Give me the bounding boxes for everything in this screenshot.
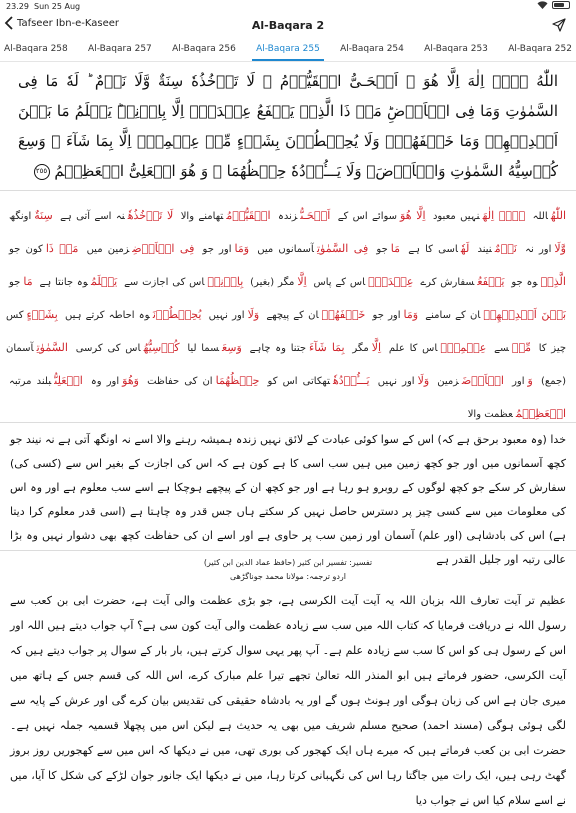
word-arabic: الۡعَلِىُّ	[54, 374, 83, 387]
word-urdu: نہ اسے آتی ہے	[60, 211, 125, 222]
word-pair	[184, 343, 241, 354]
section-divider	[0, 550, 576, 551]
word-urdu: ان کے سامنے	[425, 310, 481, 321]
word-arabic: اَلۡحَـىُّ	[300, 209, 331, 222]
tafsir-header	[0, 556, 576, 584]
word-arabic: عِلۡمِهٖۤ	[440, 341, 487, 354]
word-arabic: وَلَا	[247, 308, 260, 321]
word-arabic: مَنۡ ذَا	[45, 242, 79, 255]
word-urdu: مگر	[352, 343, 369, 354]
word-pair	[386, 343, 486, 354]
word-urdu: اور جو	[372, 310, 401, 321]
word-arabic: يُحِيۡطُوۡنَ	[152, 308, 202, 321]
word-pair	[349, 343, 381, 354]
word-arabic: الَّذِىۡ	[540, 275, 566, 288]
word-urdu: زمین میں	[86, 244, 130, 255]
word-urdu: زمین	[437, 376, 459, 387]
share-icon[interactable]	[552, 18, 566, 32]
tab-al-baqara-257[interactable]: Al-Baqara 257	[88, 44, 152, 54]
word-urdu: ان کے پیچھے	[266, 310, 319, 321]
ayah-number-marker: ٢٥٥	[34, 164, 50, 180]
word-urdu: ان کی حفاظت	[147, 376, 213, 387]
word-pair	[206, 310, 260, 321]
word-arabic: يَشۡفَعُ	[477, 275, 505, 288]
word-pair	[508, 277, 566, 288]
word-urdu: تھکاتی اس کو	[267, 376, 330, 387]
word-pair	[311, 277, 414, 288]
word-arabic: عِنۡدَهٗۤ	[368, 275, 414, 288]
status-time-date	[6, 2, 80, 11]
word-pair	[254, 244, 368, 255]
word-arabic: حِفۡظُهُمَا	[215, 374, 260, 387]
word-arabic: السَّمٰوٰتِ	[36, 341, 68, 354]
word-pair	[405, 244, 469, 255]
back-button-label: Tafseer Ibn-e-Kaseer	[17, 17, 120, 29]
tab-al-baqara-258[interactable]: Al-Baqara 258	[4, 44, 68, 54]
word-urdu: بلند مرتبہ	[9, 376, 52, 387]
word-pair	[88, 376, 139, 387]
word-urdu: وہ جانتا ہے	[39, 277, 88, 288]
word-arabic: مَا	[390, 242, 401, 255]
word-arabic: وَهُوَ	[122, 374, 139, 387]
word-urdu: اس کے پاس	[313, 277, 366, 288]
word-arabic: نَوۡمٌ	[494, 242, 517, 255]
word-pair	[275, 211, 330, 222]
word-pair	[465, 409, 566, 420]
word-arabic: وَ	[527, 374, 533, 387]
word-pair	[263, 310, 365, 321]
word-arabic: بَيۡنَ اَيۡدِيۡهِمۡ	[483, 308, 567, 321]
word-urdu: اور جو	[202, 244, 232, 255]
word-pair	[57, 211, 173, 222]
word-urdu: جو	[376, 244, 388, 255]
word-urdu: عظمت والا	[467, 409, 513, 420]
urdu-translation: خدا (وہ معبود برحق ہے کہ) اس کے سوا کوئی عبادت کے لائق نہیں زندہ ہمیشہ رہنے والا اسے نہ اونگھ آتی ہے نہ نیند جو کچھ آسمانوں میں اور جو کچھ زمین میں ہیں سب اسی کا ہے کون ہے کہ اس کی اجازت کے بغیر اس سے (کسی کی) سفارش کر سکے جو کچھ لوگوں کے روبرو ہو رہا ہے اور جو کچھ ان کے پیچھے ہوچکا ہے اسے سب معلوم ہے اور وہ اس کی معلومات میں سے کسی چیز پر دسترس حاصل نہیں کر سکتے ہاں جس قدر وہ چاہتا ہے (اسی قدر معلوم کرا دیتا ہے) اس کی بادشاہی (اور علم) آسمان اور زمین سب پر حاوی ہے اور اسے ان کی حفاظت کچھ بھی دشوار نہیں وہ بڑا عالی رتبہ اور جلیل القدر ہے	[10, 433, 566, 566]
word-urdu: وہ جو	[511, 277, 538, 288]
word-arabic: لَاۤ اِلٰهَ	[482, 209, 526, 222]
word-pair	[84, 244, 195, 255]
word-arabic: لَهٗ	[460, 242, 470, 255]
battery-level	[554, 3, 564, 7]
word-arabic: كُرۡسِيُّهُ	[143, 341, 180, 354]
word-pair	[73, 343, 180, 354]
word-arabic: يَعۡلَمُ	[90, 275, 118, 288]
word-urdu: آسمان (جمع)	[6, 343, 567, 387]
ayah-tabs	[0, 40, 576, 62]
tab-al-baqara-256[interactable]: Al-Baqara 256	[172, 44, 236, 54]
word-by-word-translation	[6, 200, 566, 431]
tab-al-baqara-255[interactable]: Al-Baqara 255	[252, 40, 324, 61]
word-pair	[6, 376, 83, 387]
word-urdu: اس کا علم	[388, 343, 438, 354]
tafsir-body: عظیم تر آیت تعارف اللہ بزبان اللہ یہ آیت آیت الکرسی ہے، جو بڑی عظمت والی آیت ہے، حضرت ابی بن کعب سے رسول اللہ نے دریافت فرمایا کہ کتاب اللہ میں سب سے زیادہ عظمت والی آیت کون سی ہے؟ آپ جواب دیتے ہیں اللہ اور اس کے رسول ہی کو اس کا سب سے زیادہ علم ہے۔ آپ پھر یہی سوال کرتے ہیں، بار بار کے سوال پر جواب دیتے ہیں کہ آیت الکرسی، حضور فرماتے ہیں ابو المنذر اللہ تعالیٰ تجھے تیرا علم مبارک کرے، اس اللہ کی قسم جس کے ہاتھ میں میری جان ہے اس کی زبان ہوگی اور ہونٹ ہوں گے اور یہ بادشاہ حقیقی کی تقدیس بیان کرے گی اور عرش کے پایہ سے لگی ہوئی ہوگی (مسند احمد) صحیح مسلم شریف میں بھی یہ حدیث ہے لیکن اس میں پچھلا قسمیہ جملہ نہیں ہے۔ حضرت ابی بن کعب فرماتے ہیں کہ میرے ہاں ایک کھجور کی بوری تھی، میں نے دیکھا کہ اس میں سے کھجوریں روز بروز گھٹ رہی ہیں، ایک رات میں جاگتا رہا اس کی نگہبانی کرتا رہا، میں نے دیکھا ایک جانور جوان لڑکے کی شکل کا آیا، میں نے اسے سلام کیا اس نے جواب دیا	[10, 594, 566, 807]
word-arabic: بِاِذۡنِهٖ	[207, 275, 244, 288]
word-pair	[522, 244, 566, 255]
word-pair	[178, 211, 271, 222]
wifi-icon	[537, 1, 548, 9]
word-pair	[6, 244, 78, 255]
word-urdu: وہ احاطہ کرتے ہیں	[64, 310, 150, 321]
word-arabic: خَلۡفَهُمۡ	[321, 308, 366, 321]
word-urdu: مگر (بغیر)	[250, 277, 295, 288]
word-urdu: سے	[494, 343, 509, 354]
word-arabic: اِلَّا	[297, 275, 307, 288]
word-urdu: سما لیا	[187, 343, 219, 354]
tab-al-baqara-254[interactable]: Al-Baqara 254	[340, 44, 404, 54]
word-pair	[422, 310, 566, 321]
status-date: Sun 25 Aug	[34, 2, 81, 11]
word-pair	[530, 211, 566, 222]
word-pair	[430, 211, 525, 222]
word-urdu: اور نہیں	[377, 376, 415, 387]
word-pair	[335, 211, 426, 222]
word-pair	[417, 277, 504, 288]
word-urdu: اس کی اجازت سے	[124, 277, 205, 288]
verse-text: اللّٰهُ لَاۤ اِلٰهَ اِلَّا هُوَ ۚ اَلۡحَـىُّ الۡقَيُّوۡمُ ۚ لَا تَاۡخُذُهٗ سِنَةٌ وَّلَا نَوۡمٌ ‌ؕ لَهٗ مَا فِى السَّمٰوٰتِ وَمَا فِى الۡاَرۡضِ‌ؕ مَنۡ ذَا الَّذِىۡ يَشۡفَعُ عِنۡدَهٗۤ اِلَّا بِاِذۡنِهٖ‌ؕ يَعۡلَمُ مَا بَيۡنَ اَيۡدِيۡهِمۡ وَمَا خَلۡفَهُمۡ‌ۚ وَلَا يُحِيۡطُوۡنَ بِشَىۡءٍ مِّنۡ عِلۡمِهٖۤ اِلَّا بِمَا شَآءَ ۚ وَسِعَ كُرۡسِيُّهُ السَّمٰوٰتِ وَالۡاَرۡضَ‌‌ۚ وَلَا يَـــُٔوۡدُهٗ حِفۡظُهُمَا ‌ۚ وَ هُوَ الۡعَلِىُّ الۡعَظِيۡمُ	[18, 72, 558, 180]
word-pair	[491, 343, 531, 354]
tafsir-source: تفسیر: تفسیر ابن کثیر (حافظ عماد الدین ابن کثیر)	[203, 558, 373, 567]
word-urdu: اور نہ	[525, 244, 552, 255]
word-pair	[247, 343, 345, 354]
status-icons	[537, 1, 570, 9]
section-divider	[0, 422, 576, 423]
word-urdu: تھامنے والا	[180, 211, 224, 222]
word-pair	[434, 376, 504, 387]
word-arabic: وَلَا	[417, 374, 430, 387]
word-arabic: بِشَىۡءٍ	[26, 308, 58, 321]
tafsir-translator: اردو ترجمہ: مولانا محمد جوناگڑھی	[229, 572, 347, 581]
word-urdu: اور وہ	[90, 376, 120, 387]
word-arabic: يَـــُٔوۡدُهٗ	[332, 374, 370, 387]
word-urdu: اونگھ	[9, 211, 32, 222]
word-urdu: اور نہیں	[208, 310, 245, 321]
word-arabic: مَا	[23, 275, 33, 288]
word-arabic: لَا تَاۡخُذُهٗ	[127, 209, 174, 222]
word-urdu: اور	[512, 376, 525, 387]
tab-al-baqara-253[interactable]: Al-Baqara 253	[424, 44, 488, 54]
word-pair	[121, 277, 243, 288]
word-arabic: اِلَّا هُوَ	[400, 209, 426, 222]
section-divider	[0, 190, 576, 191]
word-pair	[375, 376, 429, 387]
word-arabic: وَسِعَ	[222, 341, 242, 354]
status-time: 23.29	[6, 2, 29, 11]
page-title: Al-Baqara 2	[251, 19, 325, 32]
word-arabic: الۡقَيُّوۡمُ	[226, 209, 271, 222]
tab-al-baqara-252[interactable]: Al-Baqara 252	[508, 44, 572, 54]
word-urdu: اسی کا ہے	[408, 244, 458, 255]
word-arabic: وَمَا	[234, 242, 250, 255]
word-pair	[509, 376, 533, 387]
word-urdu: جتنا وہ چاہے	[249, 343, 307, 354]
word-pair	[6, 277, 33, 288]
word-arabic: سِنَةٌ	[34, 209, 53, 222]
word-pair	[373, 244, 400, 255]
word-urdu: نہیں معبود	[432, 211, 480, 222]
word-pair	[474, 244, 516, 255]
word-urdu: اللہ	[532, 211, 548, 222]
word-pair	[370, 310, 419, 321]
word-urdu: نیند	[477, 244, 492, 255]
word-urdu: سفارش کرے	[420, 277, 475, 288]
word-arabic: اِلَّا	[371, 341, 382, 354]
word-pair	[144, 376, 259, 387]
word-arabic: الۡعَظِيۡمُ	[515, 407, 566, 420]
word-urdu: کس چیز کا	[6, 310, 567, 354]
word-arabic: وَّلَا	[554, 242, 566, 255]
word-arabic: اللّٰهُ	[550, 209, 567, 222]
word-pair	[247, 277, 307, 288]
word-urdu: زندہ	[277, 211, 298, 222]
word-urdu: اس کی کرسی	[75, 343, 141, 354]
status-bar	[0, 0, 576, 12]
word-pair	[200, 244, 250, 255]
navigation-bar	[0, 12, 576, 40]
word-arabic: فِى الۡاَرۡضِ	[132, 242, 195, 255]
word-arabic: مِّنۡ	[511, 341, 531, 354]
word-pair	[265, 376, 370, 387]
word-pair	[36, 277, 117, 288]
arabic-verse	[18, 66, 558, 186]
word-arabic: بِمَا شَآءَ	[309, 341, 345, 354]
word-pair	[6, 211, 53, 222]
battery-icon	[552, 1, 570, 9]
word-urdu: جو	[9, 277, 21, 288]
word-arabic: وَمَا	[403, 308, 419, 321]
word-pair	[62, 310, 202, 321]
word-arabic: فِى السَّمٰوٰتِ	[316, 242, 369, 255]
word-urdu: آسمانوں میں	[257, 244, 314, 255]
word-arabic: الۡاَرۡضَ	[461, 374, 504, 387]
word-urdu: کون جو	[9, 244, 43, 255]
word-urdu: سوائے اس کے	[337, 211, 398, 222]
